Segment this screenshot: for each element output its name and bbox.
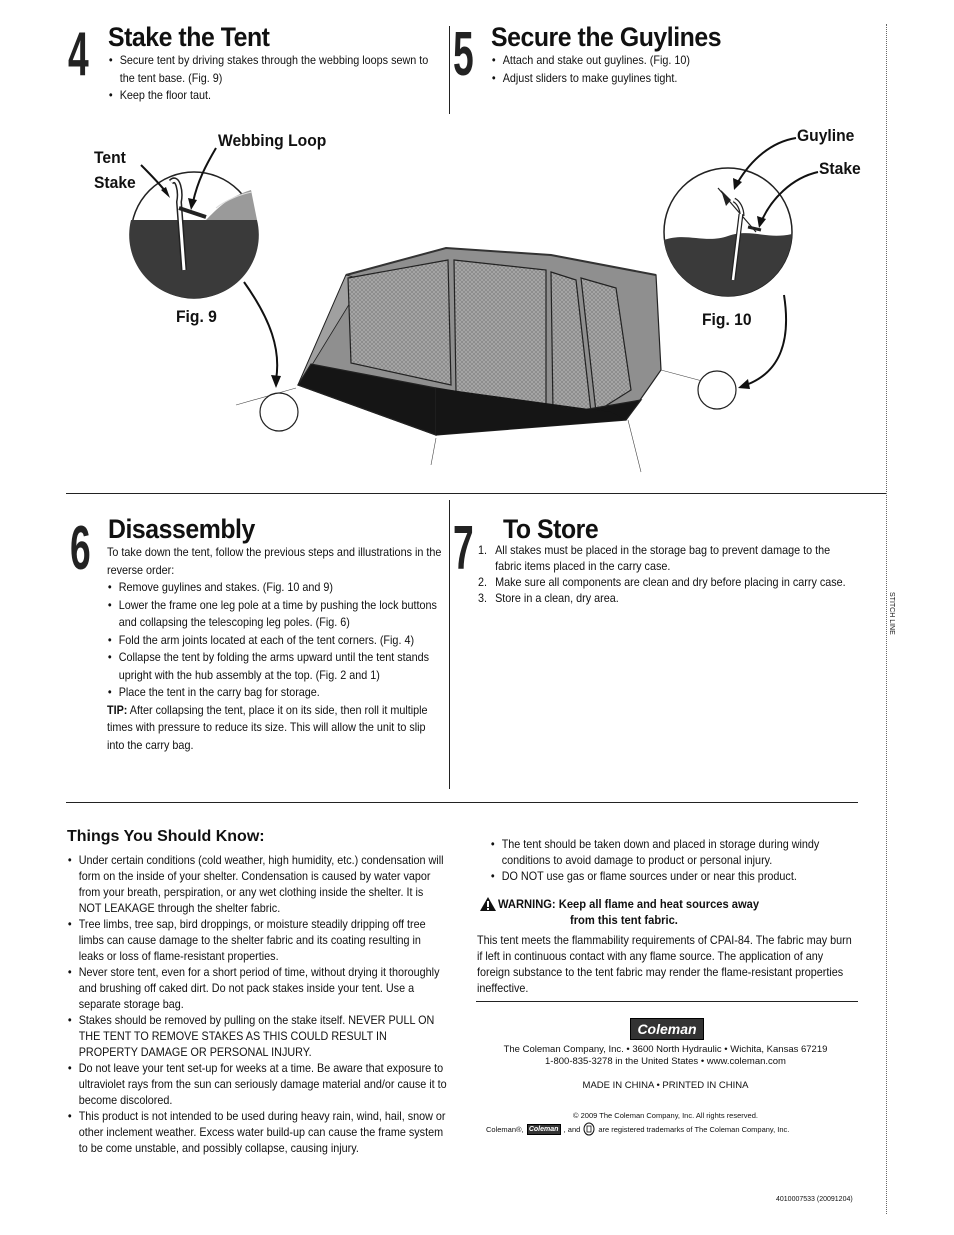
step-6-bullet: • Place the tent in the carry bag for storage. [107, 684, 442, 702]
fig-10-target-circle [698, 371, 736, 409]
address-line-1: The Coleman Company, Inc. • 3600 North Hydraulic • Wichita, Kansas 67219 [503, 1044, 828, 1055]
stitch-line-label: STITCH LINE [888, 592, 895, 635]
coleman-logo-text: Coleman [637, 1021, 697, 1037]
fig-10-pointer-arrow [746, 295, 786, 385]
step-6-bullet: • Fold the arm joints located at each of the tent corners. (Fig. 4) [107, 632, 442, 650]
step-7-list [478, 542, 849, 606]
lantern-icon [583, 1122, 595, 1136]
step-5-bullet: • Adjust sliders to make guylines tight. [491, 70, 815, 88]
things-to-know-left-list [67, 852, 449, 1156]
divider-step6-step7 [449, 500, 450, 789]
step-6-bullet: • Remove guylines and stakes. (Fig. 10 and 9) [107, 579, 442, 597]
warning-icon [479, 896, 497, 912]
step-6-body [107, 544, 442, 754]
things-to-know-title: Things You Should Know: [67, 828, 265, 845]
step-6-bullet: • Collapse the tent by folding the arms upward until the tent stands upright with the hub assembly at the top. (Fig. 2 and 1) [107, 649, 442, 684]
step-4-bullets [108, 52, 441, 105]
trademark-pre: Coleman®, [486, 1124, 524, 1134]
webbing-loop-label: Webbing Loop [218, 131, 327, 150]
fig-10-label: Fig. 10 [702, 310, 752, 329]
know-bullet: • Never store tent, even for a short period of time, without drying it thoroughly and brushing off caked dirt. Do not pack stakes inside your tent. Use a separate storage bag. [67, 964, 449, 1012]
stitch-line [886, 24, 887, 1214]
made-in-china: MADE IN CHINA • PRINTED IN CHINA [582, 1080, 749, 1091]
address-line-2: 1-800-835-3278 in the United States • www.coleman.com [545, 1056, 786, 1067]
coleman-logo [630, 1018, 704, 1040]
step-7-item: 3. Store in a clean, dry area. [478, 591, 619, 605]
know-bullet: • DO NOT use gas or flame sources under or near this product. [490, 868, 850, 884]
know-bullet: • Under certain conditions (cold weather, high humidity, etc.) condensation will form on the inside of your shelter. Condensation is caused by water vapor from your breath, perspiration, or any wet clothing inside the shelter. It is NOT LEAKAGE through the shelter fabric. [67, 852, 449, 916]
part-number: 4010007533 (20091204) [776, 1196, 853, 1203]
copyright: © 2009 The Coleman Company, Inc. All rights reserved. [573, 1111, 758, 1120]
divider-know-top [66, 802, 858, 803]
step-4-number: 4 [68, 20, 89, 89]
tent-body [236, 248, 706, 472]
step-4-title: Stake the Tent [108, 22, 270, 52]
step-4-bullet: • Secure tent by driving stakes through the webbing loops sewn to the tent base. (Fig. 9) [108, 52, 441, 87]
know-bullet: • Do not leave your tent set-up for weeks at a time. Be aware that exposure to ultraviolet rays from the sun can seriously damage material and/or cause it to become discolored. [67, 1060, 449, 1108]
know-bullet: • Tree limbs, tree sap, bird droppings, or moisture steadily dripping off tree limbs can cause damage to the shelter fabric and its coating resulting in leaks or loss of flame-resistant properties. [67, 916, 449, 964]
step-4-bullet: • Keep the floor taut. [108, 87, 441, 105]
warning-line-2: from this tent fabric. [570, 913, 678, 927]
step-6-title: Disassembly [108, 514, 255, 544]
tip-text: After collapsing the tent, place it on its side, then roll it multiple times with pressure to reduce its size. This will allow the unit to slip into the carry bag. [107, 702, 428, 752]
guyline-label: Guyline [797, 126, 855, 145]
step-7-item: 2. Make sure all components are clean and dry before placing in carry case. [478, 575, 846, 589]
fig-9-label: Fig. 9 [176, 307, 217, 326]
trademark-line [486, 1122, 789, 1136]
fig-9-pointer-arrow [244, 282, 277, 380]
step-5-bullet: • Attach and stake out guylines. (Fig. 10) [491, 52, 815, 70]
tip-label: TIP: [107, 702, 128, 717]
trademark-post: are registered trademarks of The Coleman Company, Inc. [598, 1124, 790, 1134]
step-7-title: To Store [503, 514, 599, 544]
step-6-tip [107, 702, 442, 755]
tent-illustration [66, 120, 886, 490]
tent-stake-label-line2: Stake [94, 173, 136, 192]
step-5-title: Secure the Guylines [491, 22, 722, 52]
know-bullet: • The tent should be taken down and placed in storage during windy conditions to avoid damage to product or personal injury. [490, 836, 850, 868]
coleman-logo-small: Coleman [527, 1124, 561, 1135]
warning-line-1: WARNING: Keep all flame and heat sources away [498, 897, 760, 911]
divider-right-column-1 [476, 1001, 858, 1002]
step-6-number: 6 [70, 514, 91, 583]
flammability-text: This tent meets the flammability requirements of CPAI-84. The fabric may burn if left in continuous contact with any flame source. The application of any foreign substance to the tent fabric may render the flame-resistant properties ineffective. [477, 933, 852, 995]
step-7-number: 7 [453, 514, 474, 583]
things-to-know-right-list [490, 836, 850, 884]
step-7-item: 1. All stakes must be placed in the storage bag to prevent damage to the fabric items placed in the carry case. [478, 543, 831, 573]
step-6-bullet: • Lower the frame one leg pole at a time by pushing the lock buttons and collapsing the telescoping leg poles. (Fig. 6) [107, 597, 442, 632]
know-bullet: • Stakes should be removed by pulling on the stake itself. NEVER PULL ON THE TENT TO REMOVE STAKES AS THIS COULD RESULT IN PROPERTY DAMAGE OR PERSONAL INJURY. [67, 1012, 449, 1060]
tent-stake-label-line1: Tent [94, 148, 126, 167]
fig-10-detail [664, 168, 792, 296]
stake-label: Stake [819, 159, 861, 178]
step-5-bullets [491, 52, 815, 87]
know-bullet: • This product is not intended to be used during heavy rain, wind, hail, snow or other inclement weather. Excess water build-up can cause the frame system to be come unstable, and possibly collapse, causing injury. [67, 1108, 449, 1156]
divider-figure-bottom [66, 493, 886, 494]
divider-step4-step5 [449, 26, 450, 114]
fig-9-detail [129, 172, 259, 298]
step-6-intro: To take down the tent, follow the previous steps and illustrations in the reverse order: [107, 545, 442, 577]
fig-9-target-circle [260, 393, 298, 431]
trademark-mid: , and [563, 1124, 581, 1134]
step-6-bullets [107, 579, 442, 702]
step-5-number: 5 [453, 20, 474, 89]
